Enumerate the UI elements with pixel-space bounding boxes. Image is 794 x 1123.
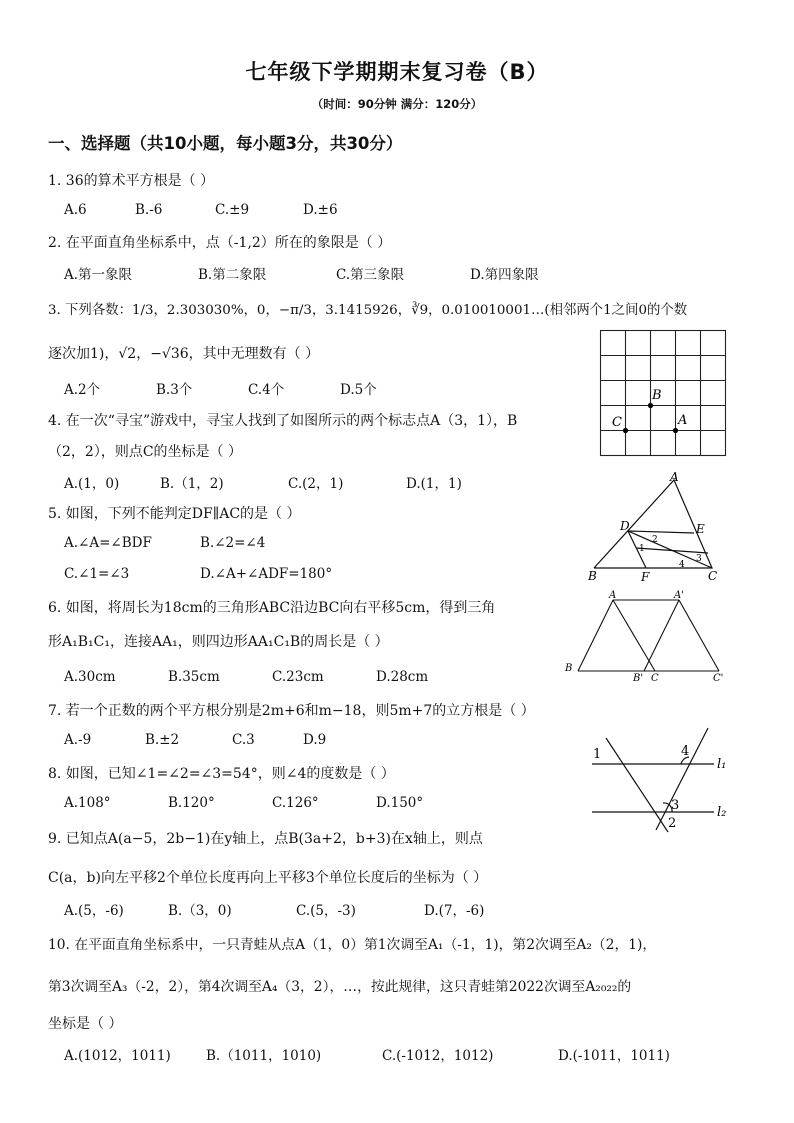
angle-2-label: 2 — [668, 816, 677, 831]
q9-option-c: C.(5，-3) — [296, 903, 356, 919]
angle-4-label: 4 — [679, 560, 685, 570]
label-c-prime: C' — [713, 673, 724, 684]
q5-option-d: D.∠A+∠ADF=180° — [200, 566, 333, 582]
label-c: C — [708, 569, 718, 583]
label-e: E — [696, 522, 705, 536]
q10-option-c: C.(-1012，1012) — [382, 1048, 494, 1064]
angle-3-label: 3 — [696, 554, 702, 564]
q4-option-a: A.(1，0) — [64, 476, 120, 492]
question-10-stem-line3: 坐标是（ ） — [48, 1016, 123, 1032]
q5-option-b: B.∠2=∠4 — [200, 535, 266, 551]
label-a-prime: A' — [674, 590, 684, 601]
q9-option-b: B.（3，0) — [168, 903, 232, 919]
label-a: A — [609, 590, 617, 601]
q6-option-c: C.23cm — [272, 669, 324, 685]
q7-option-d: D.9 — [303, 732, 327, 748]
q4-option-b: B.（1，2) — [160, 476, 224, 492]
question-9-stem-line1: 9. 已知点A(a−5，2b−1)在y轴上，点B(3a+2，b+3)在x轴上，则点 — [48, 831, 483, 847]
q10-option-d: D.(-1011，1011) — [558, 1048, 670, 1064]
angle-2-label: 2 — [652, 535, 658, 545]
q6-option-b: B.35cm — [168, 669, 220, 685]
label-c: C — [612, 415, 622, 430]
q2-option-c: C.第三象限 — [336, 267, 405, 283]
q8-option-d: D.150° — [376, 795, 424, 811]
q6-option-a: A.30cm — [64, 669, 116, 685]
angle-1-label: 1 — [593, 747, 602, 762]
q5-option-a: A.∠A=∠BDF — [64, 535, 152, 551]
section-heading: 一、选择题（共10小题，每小题3分，共30分） — [48, 134, 403, 153]
label-b: B — [565, 663, 573, 674]
q10-option-b: B.（1011，1010) — [206, 1048, 322, 1064]
q3-option-d: D.5个 — [340, 382, 377, 398]
question-7-stem: 7. 若一个正数的两个平方根分别是2m+6和m−18，则5m+7的立方根是（ ） — [48, 703, 535, 719]
question-4-stem-line1: 4. 在一次“寻宝”游戏中，寻宝人找到了如图所示的两个标志点A（3，1），B — [48, 413, 518, 429]
page-title: 七年级下学期期末复习卷（B） — [245, 60, 549, 84]
label-b: B — [652, 388, 662, 403]
question-4-stem-line2: （2，2），则点C的坐标是（ ） — [48, 444, 242, 460]
q3-option-b: B.3个 — [156, 382, 193, 398]
point-b — [648, 403, 653, 408]
q1-option-a: A.6 — [64, 202, 87, 218]
label-b-prime: B' — [633, 673, 644, 684]
line-l2-label: l₂ — [717, 805, 727, 820]
q9-option-a: A.(5，-6) — [64, 903, 124, 919]
angle-3-label: 3 — [671, 798, 680, 813]
q2-option-b: B.第二象限 — [198, 267, 267, 283]
label-b: B — [588, 569, 597, 583]
q1-option-d: D.±6 — [303, 202, 338, 218]
question-6-stem-line2: 形A₁B₁C₁，连接AA₁，则四边形AA₁C₁B的周长是（ ） — [48, 634, 389, 650]
q2-option-d: D.第四象限 — [470, 267, 539, 283]
q7-option-b: B.±2 — [145, 732, 180, 748]
question-3-stem-line2: 逐次加1)，√2，−√36，其中无理数有（ ） — [48, 346, 320, 362]
label-a: A — [670, 470, 679, 484]
q8-option-b: B.120° — [168, 795, 215, 811]
line-l1-label: l₁ — [717, 757, 727, 772]
point-a — [673, 428, 678, 433]
question-10-stem-line2: 第3次调至A₃（-2，2），第4次调至A₄（3，2），…，按此规律，这只青蛙第2022次调至A₂₀₂₂的 — [48, 979, 632, 995]
q7-option-a: A.-9 — [64, 732, 92, 748]
angle-1-label: 1 — [639, 544, 645, 554]
question-6-stem-line1: 6. 如图，将周长为18cm的三角形ABC沿边BC向右平移5cm，得到三角 — [48, 600, 496, 616]
question-1-stem: 1. 36的算术平方根是（ ） — [48, 173, 215, 189]
q3-option-c: C.4个 — [248, 382, 285, 398]
q4-option-c: C.(2，1) — [288, 476, 344, 492]
q1-option-c: C.±9 — [215, 202, 250, 218]
question-3-stem-line1: 3. 下列各数：1/3，2.303030%，0，−π/3，3.1415926，∛9，0.010010001…(相邻两个1之间0的个数 — [48, 303, 688, 318]
label-a: A — [678, 413, 688, 428]
q8-parallel-lines-figure — [586, 726, 736, 838]
question-8-stem: 8. 如图，已知∠1=∠2=∠3=54°，则∠4的度数是（ ） — [48, 766, 395, 782]
q3-option-a: A.2个 — [64, 382, 101, 398]
label-d: D — [620, 519, 630, 533]
point-c — [623, 428, 628, 433]
question-10-stem-line1: 10. 在平面直角坐标系中，一只青蛙从点A（1，0）第1次调至A₁（-1，1)，第2次调至A₂（2，1)， — [48, 937, 657, 953]
question-2-stem: 2. 在平面直角坐标系中，点（-1,2）所在的象限是（ ） — [48, 235, 392, 251]
q7-option-c: C.3 — [232, 732, 255, 748]
q9-option-d: D.(7，-6) — [424, 903, 485, 919]
q6-translation-figure — [562, 588, 734, 684]
angle-4-label: 4 — [681, 744, 690, 759]
question-9-stem-line2: C(a，b)向左平移2个单位长度再向上平移3个单位长度后的坐标为（ ） — [48, 870, 488, 886]
q1-option-b: B.-6 — [135, 202, 163, 218]
q2-option-a: A.第一象限 — [64, 267, 133, 283]
q8-option-c: C.126° — [272, 795, 319, 811]
q4-grid-figure — [600, 330, 726, 456]
q5-triangle-figure — [584, 470, 734, 588]
question-5-stem: 5. 如图，下列不能判定DF∥AC的是（ ） — [48, 506, 301, 522]
q6-option-d: D.28cm — [376, 669, 429, 685]
label-f: F — [641, 570, 650, 584]
q5-option-c: C.∠1=∠3 — [64, 566, 130, 582]
label-c: C — [651, 673, 659, 684]
q4-option-d: D.(1，1) — [406, 476, 462, 492]
q8-option-a: A.108° — [64, 795, 111, 811]
exam-info: （时间：90分钟 满分：120分） — [311, 97, 483, 111]
q10-option-a: A.(1012，1011) — [64, 1048, 171, 1064]
